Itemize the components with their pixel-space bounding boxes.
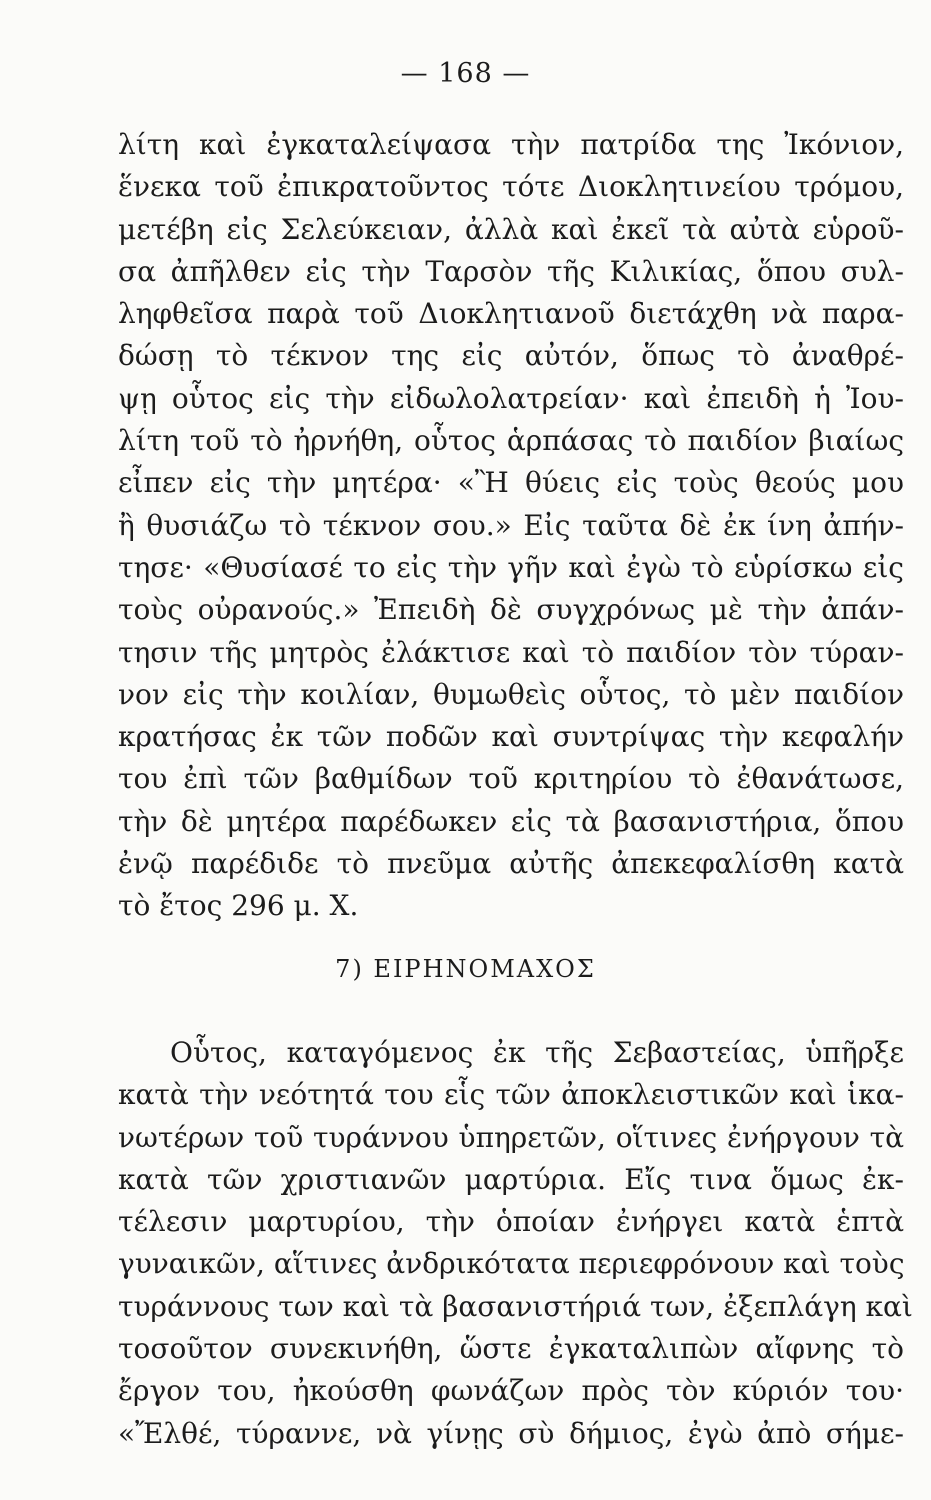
text-line: τέλεσιν μαρτυρίου, τὴν ὁποίαν ἐνήργει κατὰ ἑπτὰ (118, 1205, 904, 1239)
text-line: ἕνεκα τοῦ ἐπικρατοῦντος τότε Διοκλητινείου τρόμου, (118, 170, 904, 204)
text-line: τοσοῦτον συνεκινήθη, ὥστε ἐγκαταλιπὼν αἴφνης τὸ (118, 1332, 904, 1366)
text-line: ληφθεῖσα παρὰ τοῦ Διοκλητιανοῦ διετάχθη νὰ παρα- (118, 297, 904, 331)
text-line: νον εἰς τὴν κοιλίαν, θυμωθεὶς οὗτος, τὸ μὲν παιδίον (118, 677, 904, 711)
text-line: εἶπεν εἰς τὴν μητέρα· «Ἢ θύεις εἰς τοὺς θεούς μου (118, 466, 904, 500)
text-line: γυναικῶν, αἵτινες ἀνδρικότατα περιεφρόνουν καὶ τοὺς (118, 1247, 905, 1281)
text-line: λίτη καὶ ἐγκαταλείψασα τὴν πατρίδα της Ἰκόνιον, (118, 128, 904, 161)
paragraph-2 (118, 1032, 913, 1455)
text-line: κρατήσας ἐκ τῶν ποδῶν καὶ συντρίψας τὴν κεφαλήν (118, 720, 904, 754)
text-line: δώσῃ τὸ τέκνον της εἰς αὐτόν, ὅπως τὸ ἀναθρέ- (118, 339, 904, 373)
text-line: ἢ θυσιάζω τὸ τέκνον σου.» Εἰς ταῦτα δὲ ἐκ ίνη ἀπήν- (118, 508, 904, 542)
section-heading: 7) ΕΙΡΗΝΟΜΑΧΟΣ (335, 955, 596, 983)
text-line: νωτέρων τοῦ τυράννου ὑπηρετῶν, οἵτινες ἐνήργουν τὰ (118, 1120, 904, 1154)
text-line: «Ἔλθέ, τύραννε, νὰ γίνῃς σὺ δήμιος, ἐγὼ ἀπὸ σήμε- (118, 1416, 904, 1450)
text-line: τυράννους των καὶ τὰ βασανιστήριά των, ἐξεπλάγη καὶ (118, 1289, 913, 1323)
text-line: τὴν δὲ μητέρα παρέδωκεν εἰς τὰ βασανιστήρια, ὅπου (118, 804, 904, 838)
page-number: — 168 — (400, 58, 531, 89)
paragraph-1 (118, 124, 904, 928)
text-line: κατὰ τὴν νεότητά του εἷς τῶν ἀποκλειστικῶν καὶ ἱκα- (118, 1078, 904, 1112)
text-line: Οὗτος, καταγόμενος ἐκ τῆς Σεβαστείας, ὑπῆρξε (170, 1036, 904, 1069)
text-line: ψῃ οὗτος εἰς τὴν εἰδωλολατρείαν· καὶ ἐπειδὴ ἡ Ἰου- (118, 381, 904, 415)
text-line: του ἐπὶ τῶν βαθμίδων τοῦ κριτηρίου τὸ ἐθανάτωσε, (118, 762, 904, 796)
text-line: τοὺς οὐρανούς.» Ἐπειδὴ δὲ συγχρόνως μὲ τὴν ἀπάν- (118, 593, 904, 627)
text-line: ἔργον του, ἠκούσθη φωνάζων πρὸς τὸν κύριόν του· (118, 1374, 904, 1408)
text-line: τησιν τῆς μητρὸς ἐλάκτισε καὶ τὸ παιδίον τὸν τύραν- (118, 635, 904, 669)
text-line: τὸ ἔτος 296 μ. Χ. (118, 889, 359, 923)
text-line: σα ἀπῆλθεν εἰς τὴν Ταρσὸν τῆς Κιλικίας, ὅπου συλ- (118, 254, 904, 288)
text-line: κατὰ τῶν χριστιανῶν μαρτύρια. Εἴς τινα ὅμως ἐκ- (118, 1162, 904, 1196)
text-line: μετέβη εἰς Σελεύκειαν, ἀλλὰ καὶ ἐκεῖ τὰ αὐτὰ εὑροῦ- (118, 212, 904, 246)
text-line: λίτη τοῦ τὸ ἠρνήθη, οὗτος ἁρπάσας τὸ παιδίον βιαίως (118, 424, 904, 458)
text-line: ἐνῷ παρέδιδε τὸ πνεῦμα αὐτῆς ἀπεκεφαλίσθη κατὰ (118, 847, 904, 881)
text-line: τησε· «Θυσίασέ το εἰς τὴν γῆν καὶ ἐγὼ τὸ εὑρίσκω εἰς (118, 550, 904, 584)
